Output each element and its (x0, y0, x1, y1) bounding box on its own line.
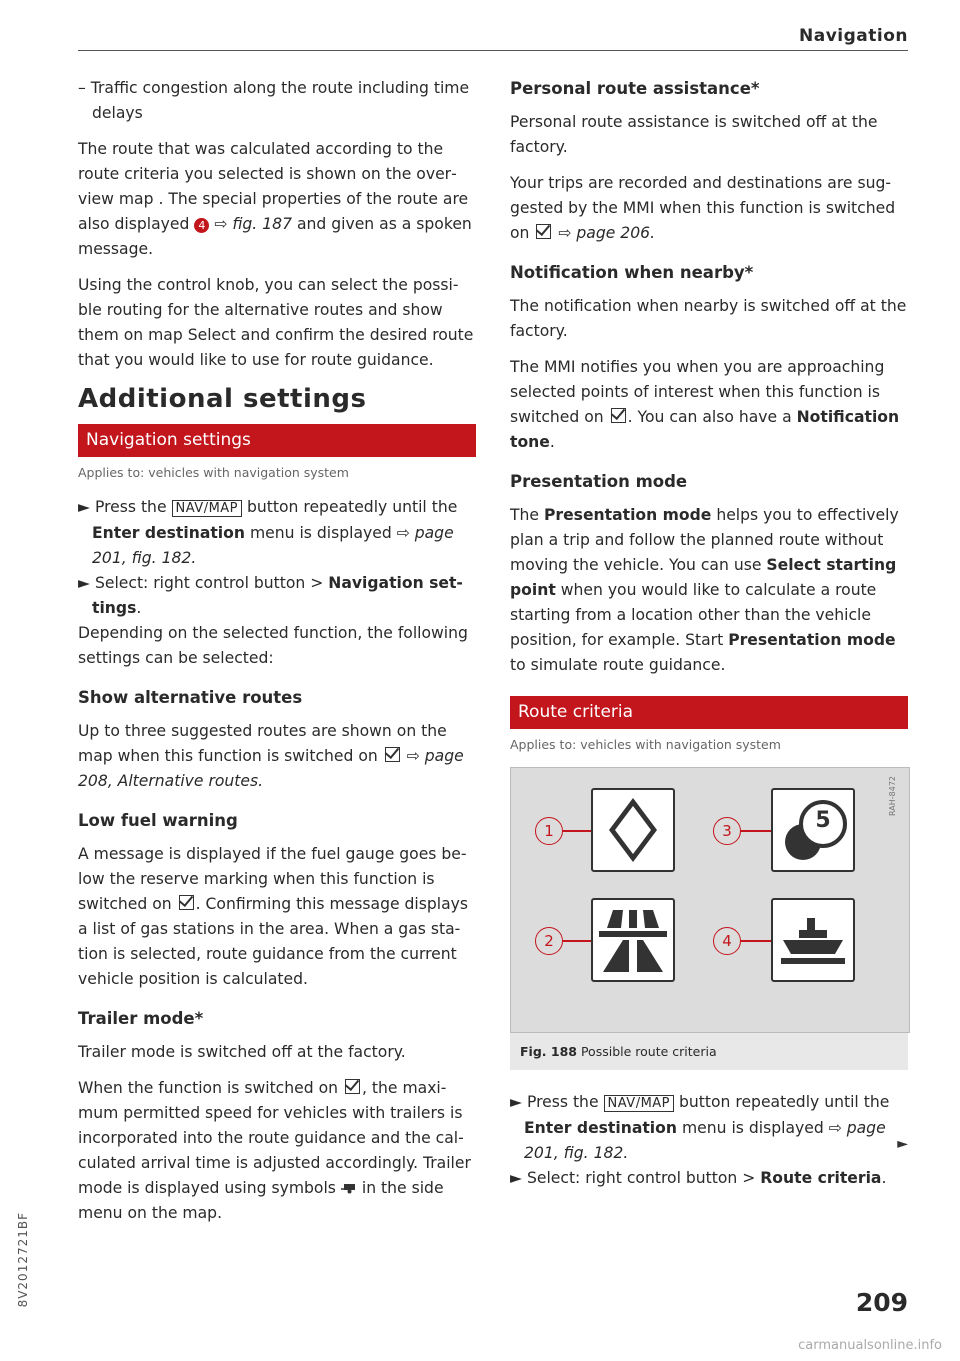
callout-1: 1 (535, 817, 563, 845)
heading-trailer-mode: Trailer mode* (78, 1009, 204, 1028)
heading-notification-when-nearby: Notification when nearby* (510, 263, 754, 282)
motorway-icon (593, 900, 673, 980)
callout-4: 4 (713, 927, 741, 955)
paragraph: The route that was calculated according to the route criteria you selected is shown on the overview map . The special properties of the route are also displayed 4 ⇨ fig. 187 and given as a spoken message. (78, 140, 472, 258)
tile-motorway (591, 898, 675, 982)
nav-map-key: NAV/MAP (604, 1095, 675, 1112)
list-item: ► Press the NAV/MAP button repeatedly until the Enter destination menu is displayed ⇨ page 201, fig. 182. (78, 498, 458, 567)
paragraph: Trailer mode is switched off at the factory. (78, 1043, 406, 1061)
nav-map-key: NAV/MAP (172, 500, 243, 517)
figure-caption: Fig. 188 Possible route criteria (510, 1033, 908, 1070)
bar-navigation-settings: Navigation settings (78, 424, 476, 457)
paragraph: The Presentation mode helps you to effectively plan a trip and follow the planned route without moving the vehicle. You can use Select starting point when you would like to calculate a route starting from a location other than the vehicle position, for example. Start Presentation mode to simulate route guidance. (510, 506, 899, 674)
paragraph: Your trips are recorded and destinations are suggested by the MMI when this function is switched on ⇨ page 206. (510, 174, 896, 242)
callout-leader (561, 830, 591, 832)
priority-road-icon (593, 790, 673, 870)
page-reference-link[interactable]: ⇨ page 201, fig. 182. (92, 524, 454, 567)
heading-personal-route-assistance: Personal route assistance* (510, 79, 760, 98)
bar-route-criteria: Route criteria (510, 696, 908, 729)
trailer-icon (341, 1177, 357, 1188)
paragraph: The MMI notifies you when you are approaching selected points of interest when this function is switched on . You can also have a Notification tone. (510, 358, 900, 451)
page-number: 209 (855, 1288, 908, 1317)
list-item: – Traffic congestion along the route including time delays (78, 79, 470, 122)
page-reference-link[interactable]: ⇨ page 201, fig. 182. (524, 1119, 886, 1162)
section-header: Navigation (799, 26, 908, 46)
callout-4-badge: 4 (194, 218, 209, 233)
list-item: ► Select: right control button > Navigation settings. (78, 574, 463, 617)
paragraph: When the function is switched on , the maximum permitted speed for vehicles with trailers is incorporated into the route guidance and the calculated arrival time is adjusted accordingly. Trailer mode is displayed using symbols in the side menu on the map. (78, 1079, 471, 1222)
callout-3: 3 (713, 817, 741, 845)
heading-show-alternative-routes: Show alternative routes (78, 688, 303, 707)
ferry-icon (773, 900, 853, 980)
heading-additional-settings: Additional settings (78, 384, 367, 414)
checkbox-checked-icon (345, 1079, 360, 1094)
paragraph: Depending on the selected function, the following settings can be selected: (78, 624, 468, 667)
callout-leader (739, 940, 771, 942)
left-column (78, 76, 476, 1237)
callout-leader (739, 830, 771, 832)
tile-toll-road (771, 788, 855, 872)
applies-to-note: Applies to: vehicles with navigation system (510, 737, 781, 752)
paragraph: Using the control knob, you can select the possible routing for the alternative routes and show them on map Select and confirm the desired route that you would like to use for route guidance. (78, 276, 474, 369)
right-column (510, 76, 908, 1191)
callout-leader (561, 940, 591, 942)
paragraph: Up to three suggested routes are shown on the map when this function is switched on ⇨ page 208, Alternative routes. (78, 722, 464, 790)
paragraph: Personal route assistance is switched off at the factory. (510, 113, 878, 156)
figure-id: RAH-8472 (888, 776, 897, 816)
checkbox-checked-icon (179, 895, 194, 910)
toll-label: 5 (815, 808, 831, 833)
heading-low-fuel-warning: Low fuel warning (78, 811, 238, 830)
heading-presentation-mode: Presentation mode (510, 472, 688, 491)
watermark: carmanualsonline.info (798, 1338, 942, 1353)
checkbox-checked-icon (536, 224, 551, 239)
applies-to-note: Applies to: vehicles with navigation system (78, 465, 349, 480)
paragraph: The notification when nearby is switched off at the factory. (510, 297, 907, 340)
tile-priority-road (591, 788, 675, 872)
checkbox-checked-icon (385, 747, 400, 762)
page-reference-link[interactable]: ⇨ page 206. (558, 224, 656, 242)
header-rule (78, 50, 908, 51)
paragraph: A message is displayed if the fuel gauge goes below the reserve marking when this function is switched on . Confirming this message displays a list of gas stations in the area. When a gas station is selected, route guidance from the current vehicle position is calculated. (78, 845, 469, 988)
list-item: ► Press the NAV/MAP button repeatedly until the Enter destination menu is displayed ⇨ page 201, fig. 182. (510, 1093, 890, 1162)
document-code: 8V2012721BF (16, 1212, 30, 1308)
callout-2: 2 (535, 927, 563, 955)
continue-arrow-icon: ► (897, 1136, 908, 1152)
list-item: ► Select: right control button > Route criteria. (510, 1169, 887, 1187)
fig-reference-link[interactable]: ⇨ fig. 187 (214, 215, 292, 233)
page-reference-link[interactable]: ⇨ page 208, Alternative routes. (78, 747, 464, 790)
tile-ferry (771, 898, 855, 982)
checkbox-checked-icon (611, 408, 626, 423)
route-criteria-figure (510, 767, 910, 1033)
